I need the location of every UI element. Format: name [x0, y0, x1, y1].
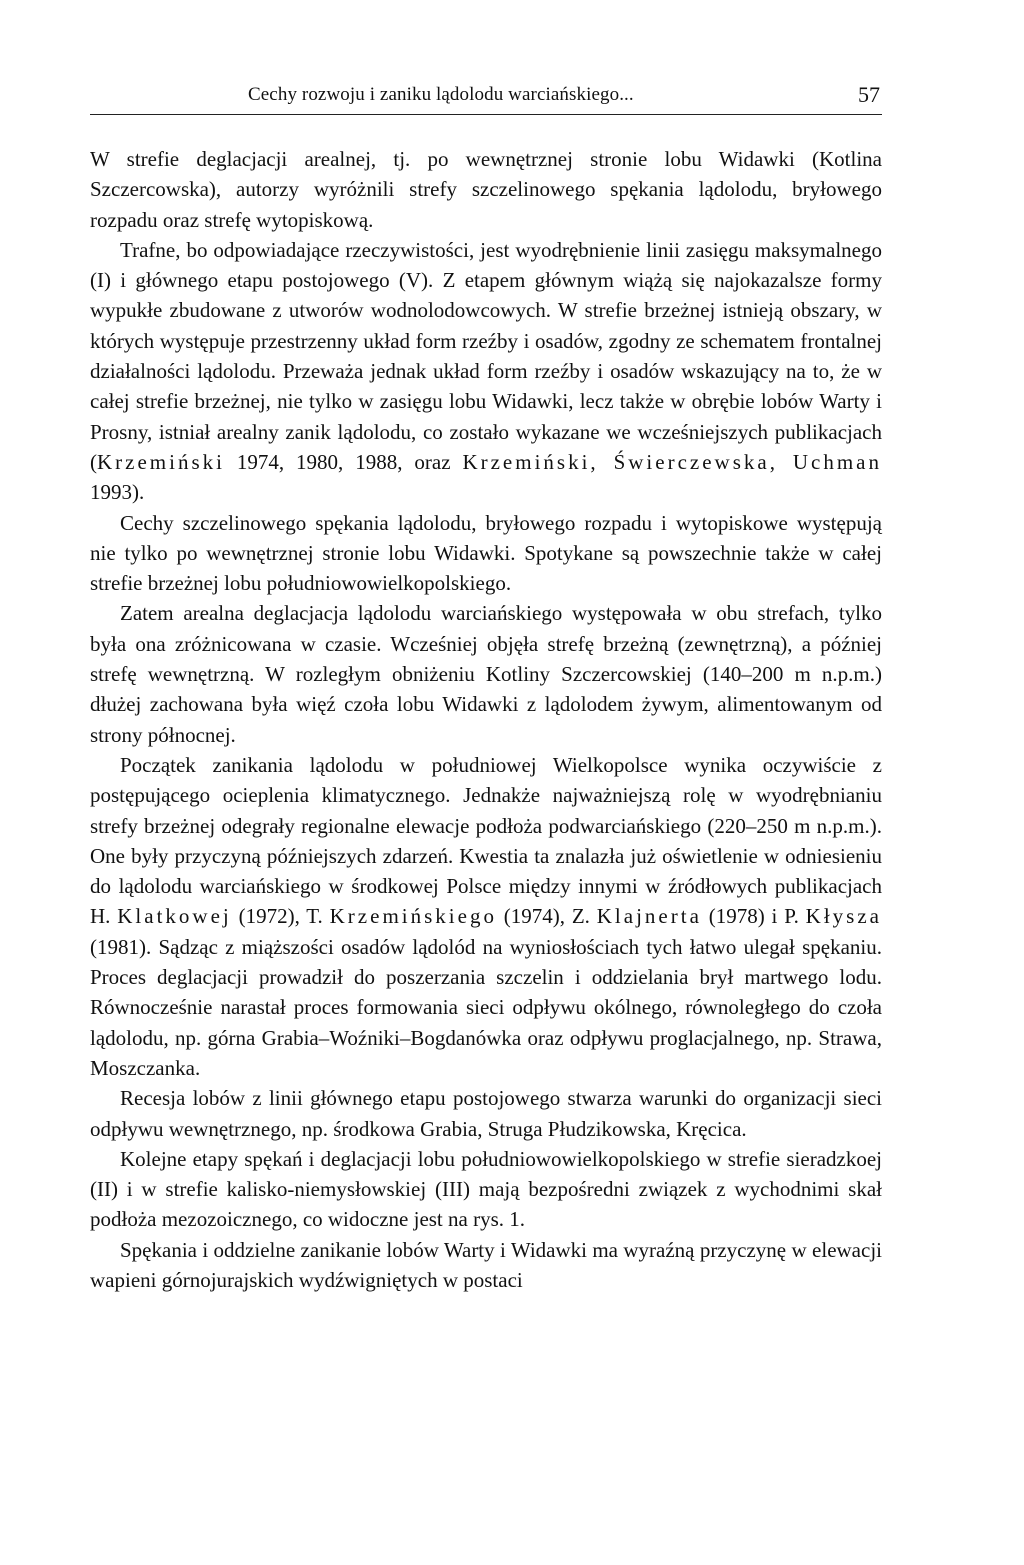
author-name: Krzemiński: [97, 449, 225, 474]
text-run: 1993).: [90, 480, 145, 505]
paragraph: [90, 1144, 882, 1235]
text-run: (1981). Sądząc z miąższości osadów lądolód na wyniosłościach tych łatwo ulegał spękaniu. Proces deglacjacji prowadził do poszerzania szczelin i oddzielania brył martwego lodu. Równocześnie narastał proces formowania sieci odpływu okólnego, równoległego do czoła lądolodu, np. górna Grabia–Woźniki–Bogdanówka oraz odpływu proglacjalnego, np. Strawa, Moszczanka.: [90, 934, 882, 1080]
author-name: Klatkowej: [117, 904, 232, 929]
text-run: Zatem arealna deglacjacja lądolodu warciańskiego występowała w obu strefach, tylko była ona zróżnicowana w czasie. Wcześniej objęła strefę brzeżną (zewnętrzną), a później strefę wewnętrzną. W rozległym obniżeniu Kotliny Szczercowskiej (140–200 m n.p.m.) dłużej zachowana była więź czoła lobu Widawki z lądolodem żywym, alimentowanym od strony północnej.: [90, 601, 882, 747]
paragraph: [90, 144, 882, 235]
paragraph: [90, 508, 882, 599]
text-run: (1972), T.: [231, 904, 330, 929]
author-name: Klajnerta: [596, 904, 702, 929]
text-run: Recesja lobów z linii głównego etapu postojowego stwarza warunki do organizacji sieci odpływu wewnętrznego, np. środkowa Grabia, Struga Płudzikowska, Kręcica.: [90, 1086, 882, 1141]
text-run: Trafne, bo odpowiadające rzeczywistości, jest wyodrębnienie linii zasięgu maksymalnego (I) i głównego etapu postojowego (V). Z etapem głównym wiążą się najokazalsze formy wypukłe zbudowane z utworów wodnolodowcowych. W strefie brzeżnej istnieją obszary, w których występuje przestrzenny układ form rzeźby i osadów, zgodny ze schematem frontalnej działalności lądolodu. Przeważa jednak układ form rzeźby i osadów wskazujący na to, że w całej strefie brzeżnej, nie tylko w zasięgu lobu Widawki, lecz także w obrębie lobów Warty i Prosny, istniał arealny zanik lądolodu, co zostało wykazane we wcześniejszych publikacjach (: [90, 237, 882, 474]
document-page: [90, 74, 882, 1295]
author-name: Krzemińskiego: [329, 904, 497, 929]
author-name: Krzemiński, Świerczewska, Uchman: [462, 449, 882, 474]
paragraph: [90, 750, 882, 1083]
text-run: Początek zanikania lądolodu w południowej Wielkopolsce wynika oczywiście z postępującego ocieplenia klimatycznego. Jednakże najważniejszą rolę w wyodrębnianiu strefy brzeżnej odegrały regionalne elewacje podłoża podwarciańskiego (220–250 m n.p.m.). One były przyczyną późniejszych zdarzeń. Kwestia ta znalazła już oświetlenie w odniesieniu do lądolodu warciańskiego w środkowej Polsce między innymi w źródłowych publikacjach H.: [90, 752, 882, 929]
running-header: [90, 74, 882, 115]
text-run: W strefie deglacjacji arealnej, tj. po wewnętrznej stronie lobu Widawki (Kotlina Szczercowska), autorzy wyróżnili strefy szczelinowego spękania lądolodu, bryłowego rozpadu oraz strefę wytopiskową.: [90, 147, 882, 232]
text-run: Cechy szczelinowego spękania lądolodu, bryłowego rozpadu i wytopiskowe występują nie tylko po wewnętrznej stronie lobu Widawki. Spotykane są powszechnie także w całej strefie brzeżnej lobu południowowielkopolskiego.: [90, 510, 882, 596]
paragraph: [90, 1083, 882, 1144]
paragraph: [90, 598, 882, 749]
text-run: 1974, 1980, 1988, oraz: [224, 449, 463, 474]
text-run: Spękania i oddzielne zanikanie lobów Warty i Widawki ma wyraźną przyczynę w elewacji wapieni górnojurajskich wydźwigniętych w postaci: [90, 1237, 882, 1292]
text-run: (1974), Z.: [496, 904, 597, 929]
text-run: Kolejne etapy spękań i deglacjacji lobu południowowielkopolskiego w strefie sieradzkoej (II) i w strefie kalisko-niemysłowskiej (III) mają bezpośredni związek z wychodnimi skał podłoża mezozoicznego, co widoczne jest na rys. 1.: [90, 1146, 882, 1232]
text-run: (1978) i P.: [701, 904, 806, 929]
paragraph: [90, 1235, 882, 1296]
running-title: Cechy rozwoju i zaniku lądolodu warciańskiego...: [248, 84, 634, 105]
body-text: [90, 144, 882, 1295]
author-name: Kłysza: [805, 904, 882, 929]
page-number: 57: [858, 82, 880, 107]
paragraph: [90, 235, 882, 508]
